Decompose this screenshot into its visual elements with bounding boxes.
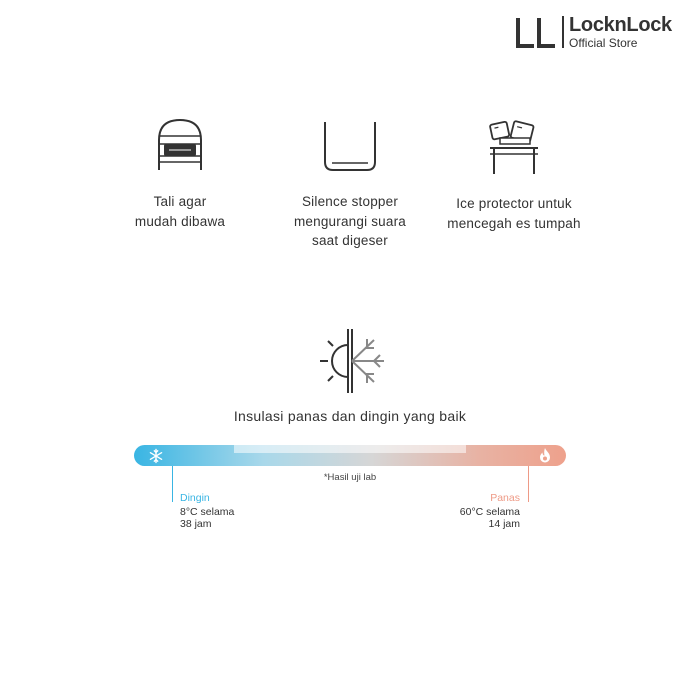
feature-strap-line2: mudah dibawa: [134, 213, 226, 229]
lab-test-note: *Hasil uji lab: [323, 472, 377, 483]
temperature-bar: [134, 445, 566, 466]
brand-subtitle: Official Store: [569, 36, 638, 50]
strap-icon: [153, 118, 207, 174]
insulation-title: Insulasi panas dan dingin yang baik: [233, 408, 467, 424]
hot-detail-line2: 14 jam: [488, 518, 520, 530]
feature-ice-line1: Ice protector untuk: [456, 196, 572, 211]
cold-detail-line2: 38 jam: [180, 518, 212, 530]
stopper-icon: [322, 118, 378, 174]
bar-highlight: [234, 445, 466, 453]
brand-logo: [516, 14, 692, 50]
feature-stopper-line2: mengurangi suara: [293, 213, 407, 229]
cold-detail-line1: 8°C selama: [180, 506, 235, 518]
cold-detail: [180, 506, 234, 530]
hot-detail: [460, 506, 520, 530]
hot-label: Panas: [490, 492, 520, 504]
ll-logo-icon: [516, 14, 558, 50]
hot-cold-icon: [312, 328, 388, 394]
feature-stopper: [260, 118, 440, 251]
snowflake-icon: [148, 448, 164, 464]
feature-stopper-line1: Silence stopper: [301, 194, 399, 209]
hot-detail-line1: 60°C selama: [459, 506, 520, 518]
feature-ice-protector: [424, 118, 604, 233]
feature-ice-line2: mencegah es tumpah: [447, 215, 581, 231]
feature-strap-line1: Tali agar: [153, 194, 207, 209]
cold-marker: [172, 466, 173, 502]
cold-label: Dingin: [180, 492, 210, 504]
hot-marker: [528, 466, 529, 502]
ice-protector-icon: [486, 118, 542, 176]
brand-name: LocknLock: [569, 14, 672, 36]
feature-stopper-line3: saat digeser: [312, 233, 388, 248]
flame-icon: [537, 447, 553, 464]
feature-strap: [90, 118, 270, 231]
logo-divider: [562, 16, 564, 48]
